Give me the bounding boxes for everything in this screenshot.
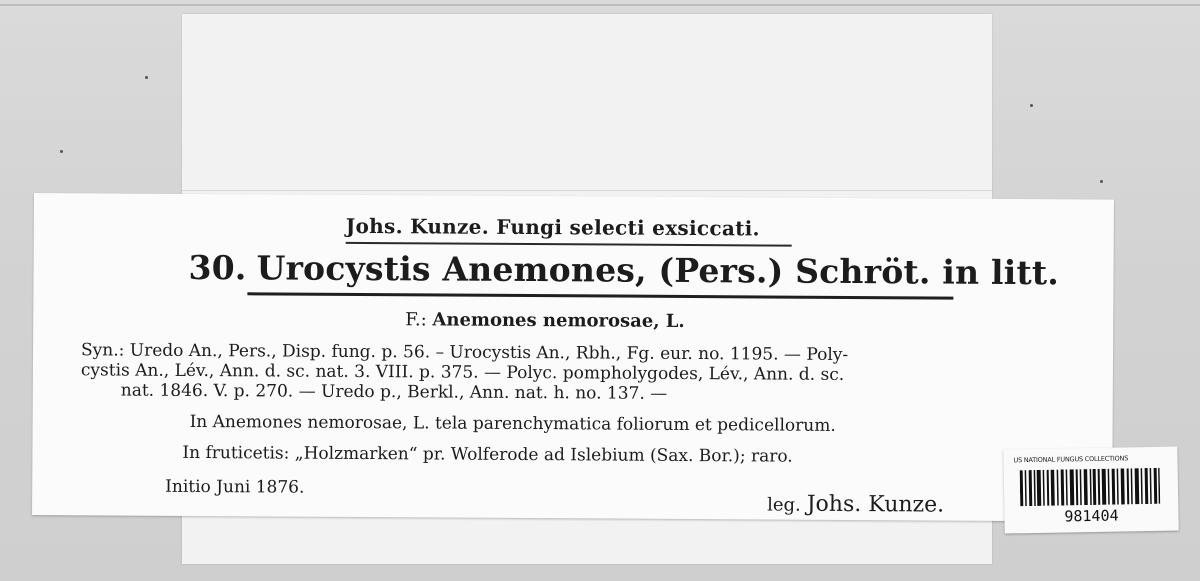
barcode-icon <box>1020 468 1161 506</box>
synonymy-line-1: Syn.: Uredo An., Pers., Disp. fung. p. 56. – Urocystis An., Rbh., Fg. eur. no. 1195. — Poly- <box>80 340 849 365</box>
species-title <box>188 248 1059 292</box>
speck <box>1030 104 1033 107</box>
host-line <box>405 309 685 332</box>
habitat-locality: In fruticetis: „Holzmarken“ pr. Wolferode ad Islebium (Sax. Bor.); raro. <box>182 442 793 467</box>
exsiccata-label <box>32 193 1114 522</box>
collection-date: Initio Juni 1876. <box>165 476 305 498</box>
exsiccata-number: 30. <box>188 247 247 288</box>
synonymy-line-3: nat. 1846. V. p. 270. — Uredo p., Berkl., Ann. nat. h. no. 137. — <box>120 380 668 404</box>
barcode-tag <box>1003 446 1178 533</box>
habitat-substrate: In Anemones nemorosae, L. tela parenchymatica foliorum et pedicellorum. <box>189 411 836 436</box>
series-title: Johs. Kunze. Fungi selecti exsiccati. <box>345 213 760 241</box>
species-name: Urocystis Anemones, (Pers.) Schröt. in litt. <box>256 248 1060 293</box>
host-name: Anemones nemorosae, L. <box>432 309 685 332</box>
sheet-edge <box>0 4 1200 6</box>
speck <box>1100 180 1103 183</box>
host-prefix: F.: <box>405 309 427 331</box>
speck <box>60 150 63 153</box>
speck <box>145 76 148 79</box>
collector-line <box>767 491 944 517</box>
collector-name: Johs. Kunze. <box>806 491 945 518</box>
catalog-number: 981404 <box>1064 506 1119 526</box>
packet-fold <box>182 190 992 191</box>
institution-name: US NATIONAL FUNGUS COLLECTIONS <box>1013 454 1129 465</box>
synonymy-line-2: cystis An., Lév., Ann. d. sc. nat. 3. VIII. p. 375. — Polyc. pompholygodes, Lév., Ann. d. sc. <box>80 360 845 385</box>
series-underline <box>346 242 792 247</box>
collector-prefix: leg. <box>767 494 801 516</box>
species-underline <box>247 292 953 299</box>
